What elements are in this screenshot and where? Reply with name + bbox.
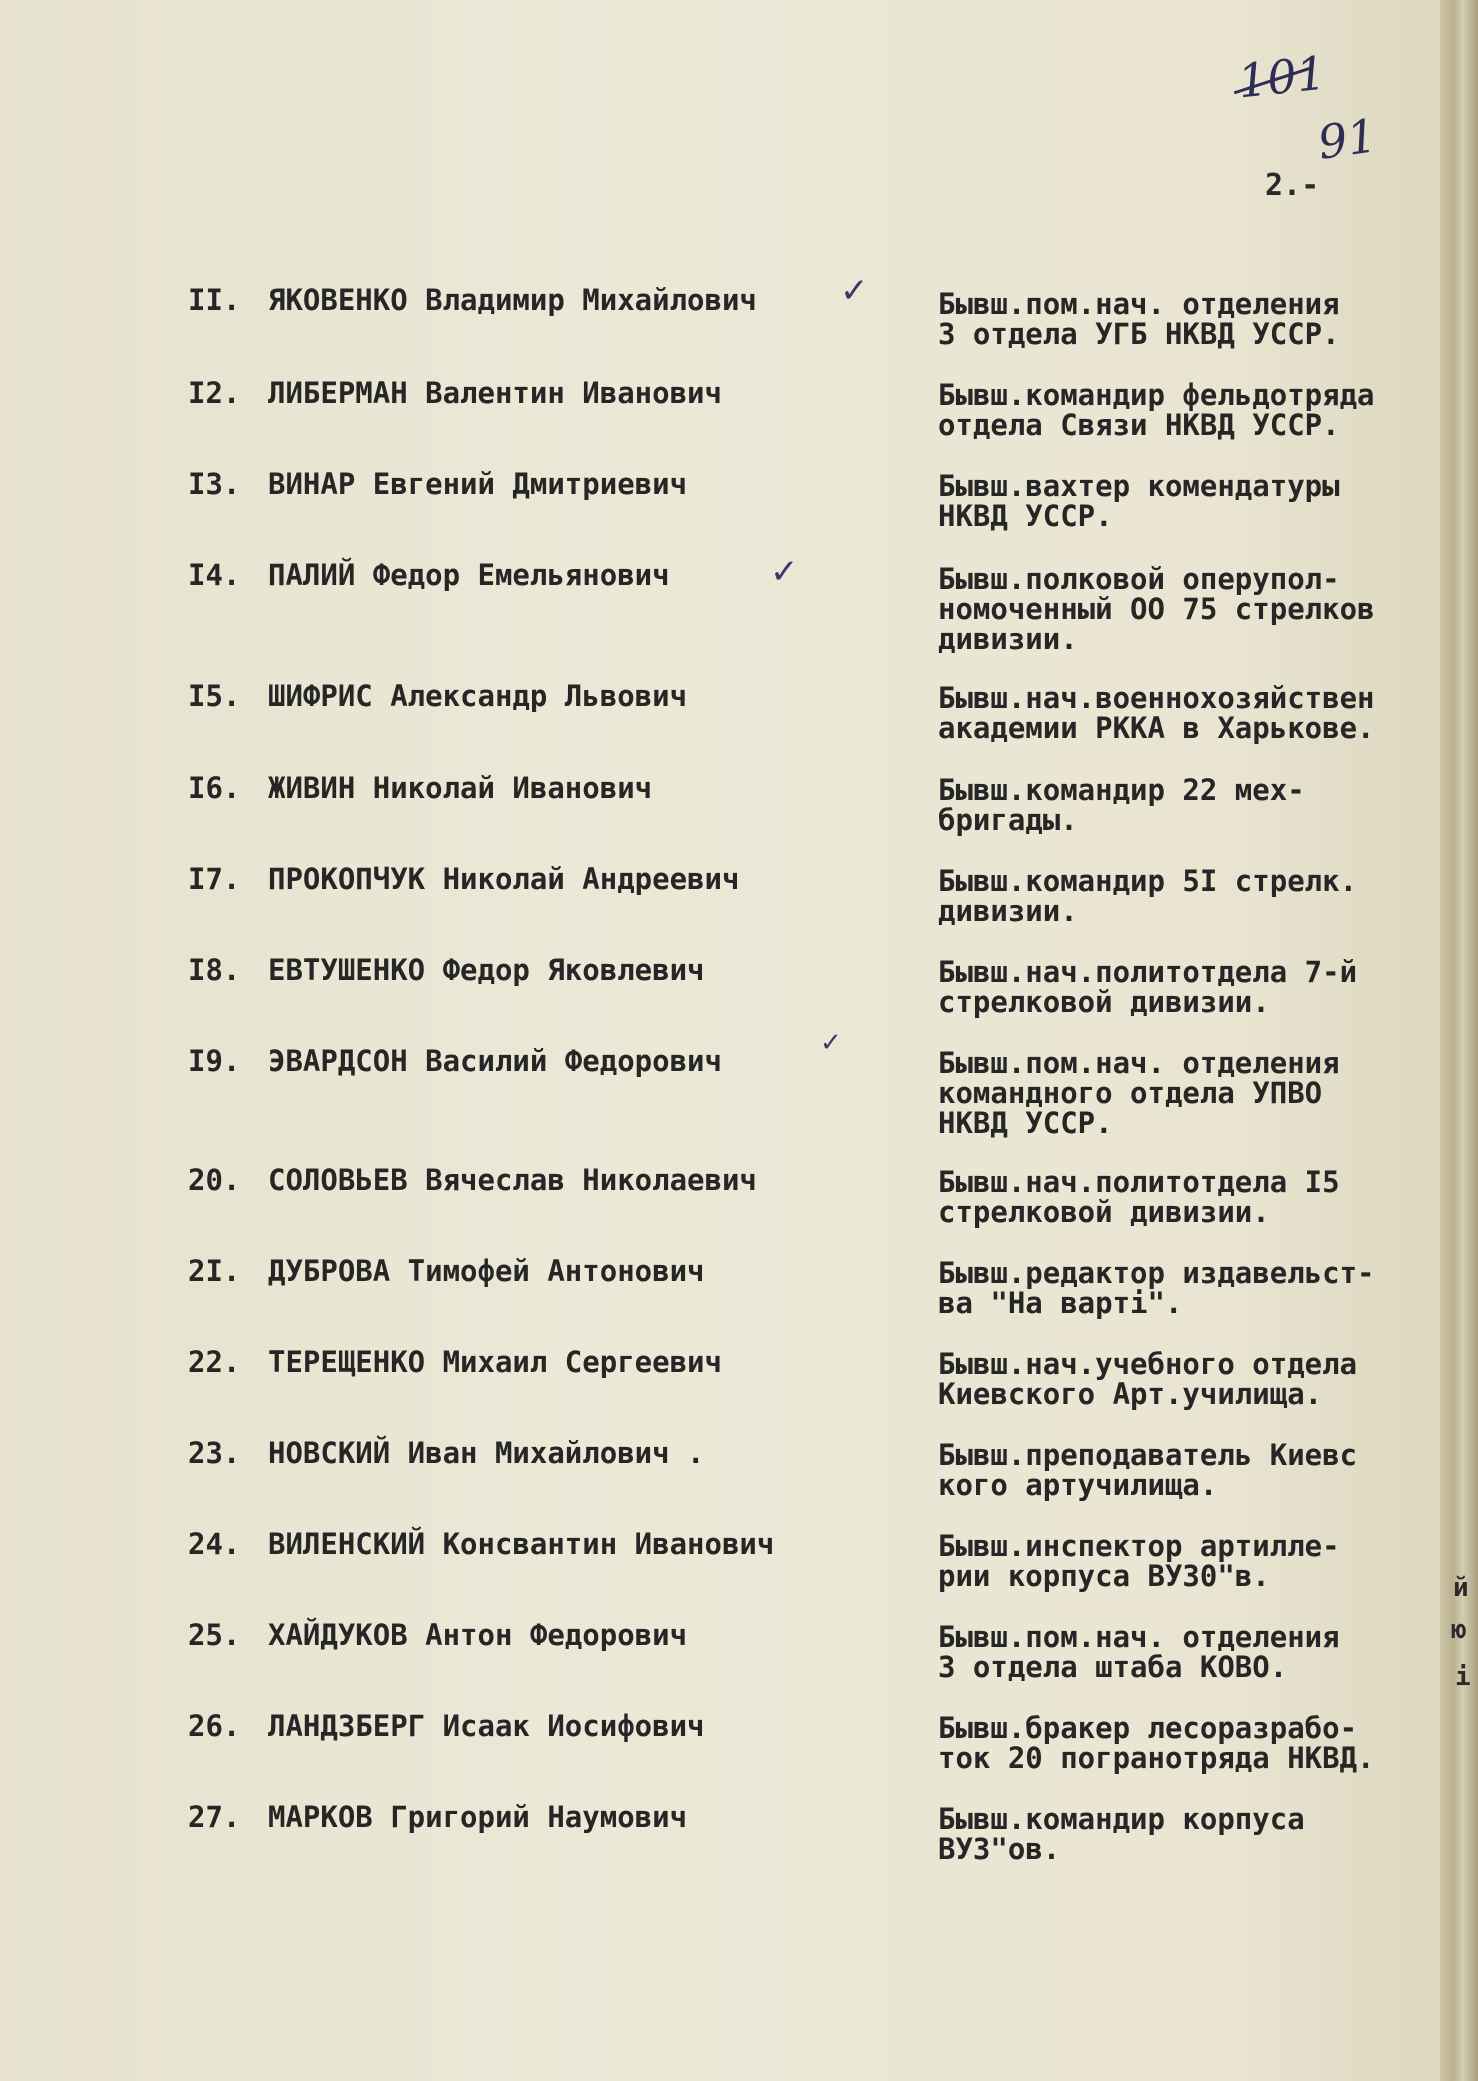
margin-fragment: і [1455,1662,1471,1692]
person-name: ЕВТУШЕНКО Федор Яковлевич [268,953,705,987]
person-name: СОЛОВЬЕВ Вячеслав Николаевич [268,1163,757,1197]
position-text: Бывш.инспектор артилле- рии корпуса ВУЗ0"в. [938,1529,1340,1593]
position-text: Бывш.нач.политотдела 7-й стрелковой дивизии. [938,955,1358,1019]
position-text: Бывш.нач.военнохозяйствен академии РККА в Харькове. [938,681,1375,745]
person-name: ВИЛЕНСКИЙ Консвантин Иванович [268,1527,775,1561]
person-name: ЖИВИН Николай Иванович [268,771,653,805]
position-text: Бывш.пом.нач. отделения 3 отдела штаба КОВО. [938,1620,1340,1684]
margin-fragment: й [1453,1573,1469,1603]
position-text: Бывш.пом.нач. отделения командного отдела УПВО НКВД УССР. [938,1046,1340,1140]
position-text: Бывш.пом.нач. отделения 3 отдела УГБ НКВД УССР. [938,287,1340,351]
position-text: Бывш.преподаватель Киевс кого артучилища. [938,1438,1358,1502]
person-name: НОВСКИЙ Иван Михайлович . [268,1436,705,1470]
person-name: ДУБРОВА Тимофей Антонович [268,1254,705,1288]
position-text: Бывш.командир 22 мех- бригады. [938,773,1305,837]
person-name: ТЕРЕЩЕНКО Михаил Сергеевич [268,1345,722,1379]
page-number: 2.- [1265,168,1320,203]
position-text: Бывш.вахтер комендатуры НКВД УССР. [938,469,1340,533]
position-text: Бывш.командир 5I стрелк. дивизии. [938,864,1358,928]
person-name: ПРОКОПЧУК Николай Андреевич [268,862,740,896]
margin-fragment: ю [1451,1615,1467,1645]
person-name: ВИНАР Евгений Дмитриевич [268,467,688,501]
person-name: ХАЙДУКОВ Антон Федорович [268,1618,688,1652]
position-text: Бывш.полковой оперупол- номоченный ОО 75 стрелков дивизии. [938,562,1375,656]
person-name: ПАЛИЙ Федор Емельянович [268,558,670,592]
person-name: ЯКОВЕНКО Владимир Михайлович [268,283,757,317]
person-name: ШИФРИС Александр Львович [268,679,688,713]
position-text: Бывш.нач.политотдела I5 стрелковой дивизии. [938,1165,1340,1229]
position-text: Бывш.нач.учебного отдела Киевского Арт.училища. [938,1347,1358,1411]
person-name: ЛИБЕРМАН Валентин Иванович [268,376,722,410]
person-name: МАРКОВ Григорий Наумович [268,1800,688,1834]
checkmark-icon: ✓ [840,271,869,311]
person-name: ЛАНДЗБЕРГ Исаак Иосифович [268,1709,705,1743]
checkmark-icon: ✓ [770,552,799,592]
position-text: Бывш.бракер лесоразрабо- ток 20 погранотряда НКВД. [938,1711,1375,1775]
archive-number-struck [1235,46,1328,109]
person-name: ЭВАРДСОН Василий Федорович [268,1044,722,1078]
position-text: Бывш.редактор издавельст- ва "На варті". [938,1256,1375,1320]
position-text: Бывш.командир корпуса ВУЗ"ов. [938,1802,1305,1866]
checkmark-icon: ✓ [820,1028,842,1058]
archive-number: 91 [1314,108,1381,170]
position-text: Бывш.командир фельдотряда отдела Связи НКВД УССР. [938,378,1375,442]
